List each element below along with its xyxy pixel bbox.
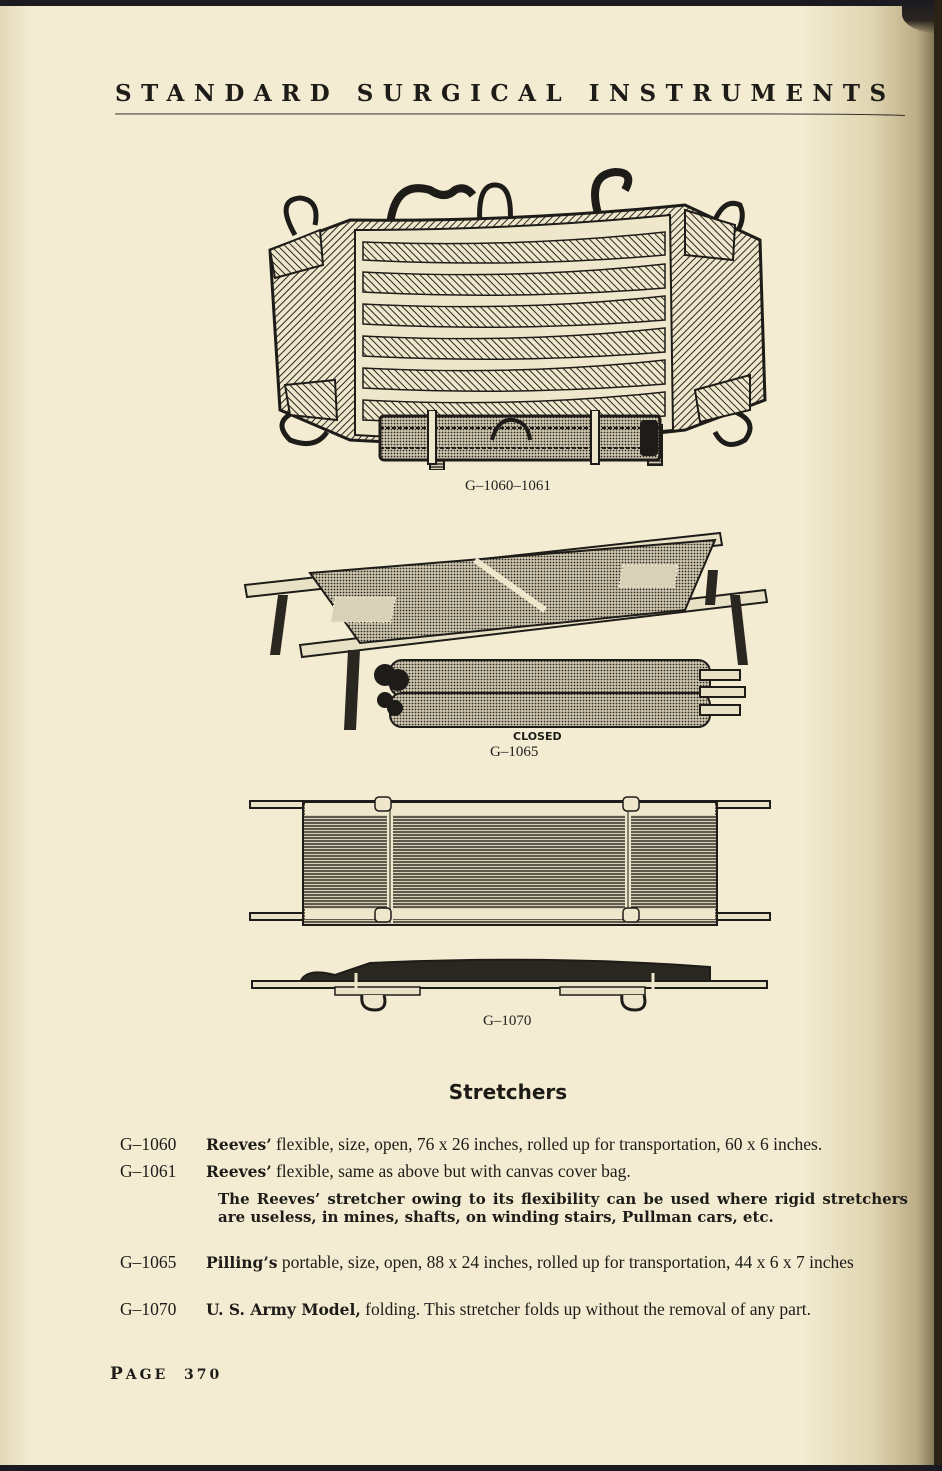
page-label-initial: P	[110, 1364, 126, 1384]
army-stretcher-side-illustration	[250, 955, 770, 1015]
item-name: Reeves’	[206, 1162, 272, 1181]
item-description: folding. This stretcher folds up without the removal of any part.	[360, 1299, 812, 1319]
item-code: G–1061	[120, 1161, 177, 1181]
reeves-rolled-illustration	[378, 410, 668, 470]
page-label: AGE	[125, 1367, 169, 1383]
item-code: G–1060	[120, 1134, 177, 1154]
page-number-value: 370	[184, 1367, 223, 1383]
item-name: U. S. Army Model,	[206, 1300, 361, 1319]
item-name: Reeves’	[206, 1135, 272, 1154]
item-description: flexible, size, open, 76 x 26 inches, rolled up for transportation, 60 x 6 inches.	[271, 1134, 823, 1154]
page-number	[110, 1364, 222, 1384]
closed-label: CLOSED	[513, 730, 562, 743]
figure-caption: G–1060–1061	[465, 478, 551, 494]
page-top-edge	[0, 0, 942, 6]
item-description: flexible, same as above but with canvas cover bag.	[271, 1161, 631, 1181]
pilling-stretcher-illustration	[240, 525, 780, 750]
item-code: G–1070	[120, 1299, 177, 1319]
reeves-note: The Reeves’ stretcher owing to its flexibility can be used where rigid stretchers are useless, in mines, shafts, on winding stairs, Pullman cars, etc.	[218, 1190, 908, 1226]
book-spine-edge	[934, 0, 942, 1471]
page-bottom-edge	[0, 1465, 942, 1471]
header-rule	[115, 113, 905, 116]
army-stretcher-top-illustration	[245, 795, 775, 930]
figure-caption: G–1065	[490, 744, 539, 760]
item-code: G–1065	[120, 1252, 177, 1272]
running-header: STANDARD SURGICAL INSTRUMENTS	[115, 80, 896, 107]
item-name: Pilling’s	[206, 1253, 278, 1272]
figure-caption: G–1070	[483, 1013, 532, 1029]
section-title: Stretchers	[448, 1080, 568, 1104]
item-description: portable, size, open, 88 x 24 inches, rolled up for transportation, 44 x 6 x 7 inches	[277, 1252, 854, 1272]
